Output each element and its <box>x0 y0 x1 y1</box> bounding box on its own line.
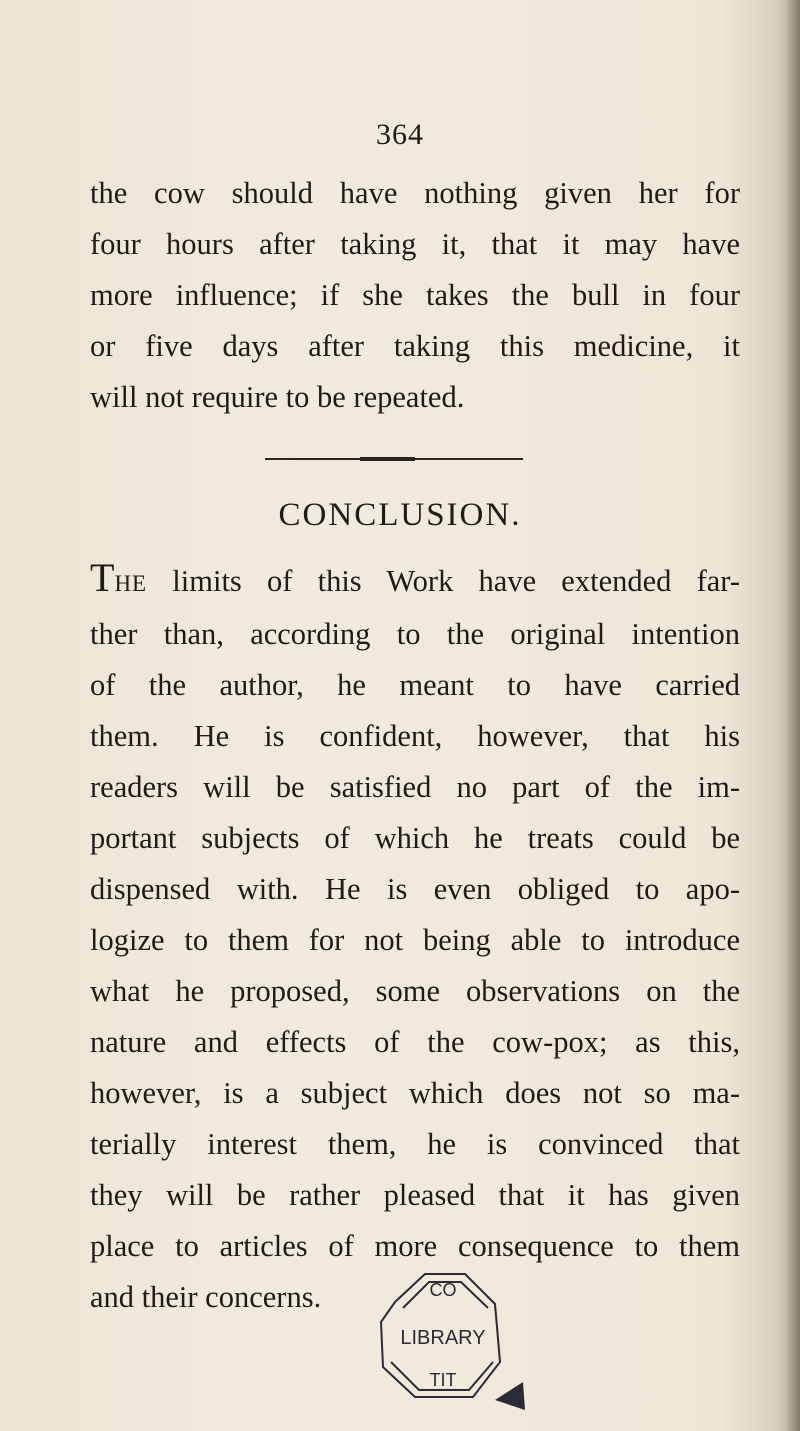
page-edge-shadow <box>786 0 800 1431</box>
text-line: logize to them for not being able to introduce <box>90 923 740 957</box>
stamp-center-text: LIBRARY <box>400 1327 486 1349</box>
text-line: of the author, he meant to have carried <box>90 668 740 702</box>
section-heading: CONCLUSION. <box>278 497 522 533</box>
stamp-bottom-text: TIT <box>429 1370 457 1390</box>
text-line: more influence; if she takes the bull in four <box>90 278 740 312</box>
page-number: 364 <box>376 118 424 151</box>
small-caps-text: HE <box>114 571 148 596</box>
text-line: will not require to be repeated. <box>90 380 465 414</box>
text-line: portant subjects of which he treats could be <box>90 821 740 855</box>
text-line: ther than, according to the original intention <box>90 617 740 651</box>
stamp-top-text: CO <box>429 1280 457 1300</box>
text-line: the cow should have nothing given her for <box>90 176 740 210</box>
text-line: however, is a subject which does not so ma- <box>90 1076 740 1110</box>
text-line: or five days after taking this medicine, it <box>90 329 740 363</box>
text-line: place to articles of more consequence to them <box>90 1229 740 1263</box>
paragraph-medicine <box>90 168 740 423</box>
text-line: terially interest them, he is convinced that <box>90 1127 740 1161</box>
text-line: they will be rather pleased that it has given <box>90 1178 740 1212</box>
text-line: dispensed with. He is even obliged to apo- <box>90 872 740 906</box>
first-line-text: limits of this Work have extended far- <box>147 564 740 598</box>
section-divider-rule <box>265 458 523 460</box>
text-line-first <box>90 552 740 609</box>
text-line: them. He is confident, however, that his <box>90 719 740 753</box>
text-line: what he proposed, some observations on the <box>90 974 740 1008</box>
library-stamp-icon <box>355 1262 530 1412</box>
drop-letter: T <box>90 555 115 600</box>
text-line: four hours after taking it, that it may have <box>90 227 740 261</box>
text-line: and their concerns. <box>90 1280 322 1314</box>
text-line: readers will be satisfied no part of the im- <box>90 770 740 804</box>
text-line: nature and effects of the cow-pox; as this, <box>90 1025 740 1059</box>
paragraph-conclusion <box>90 552 740 1323</box>
